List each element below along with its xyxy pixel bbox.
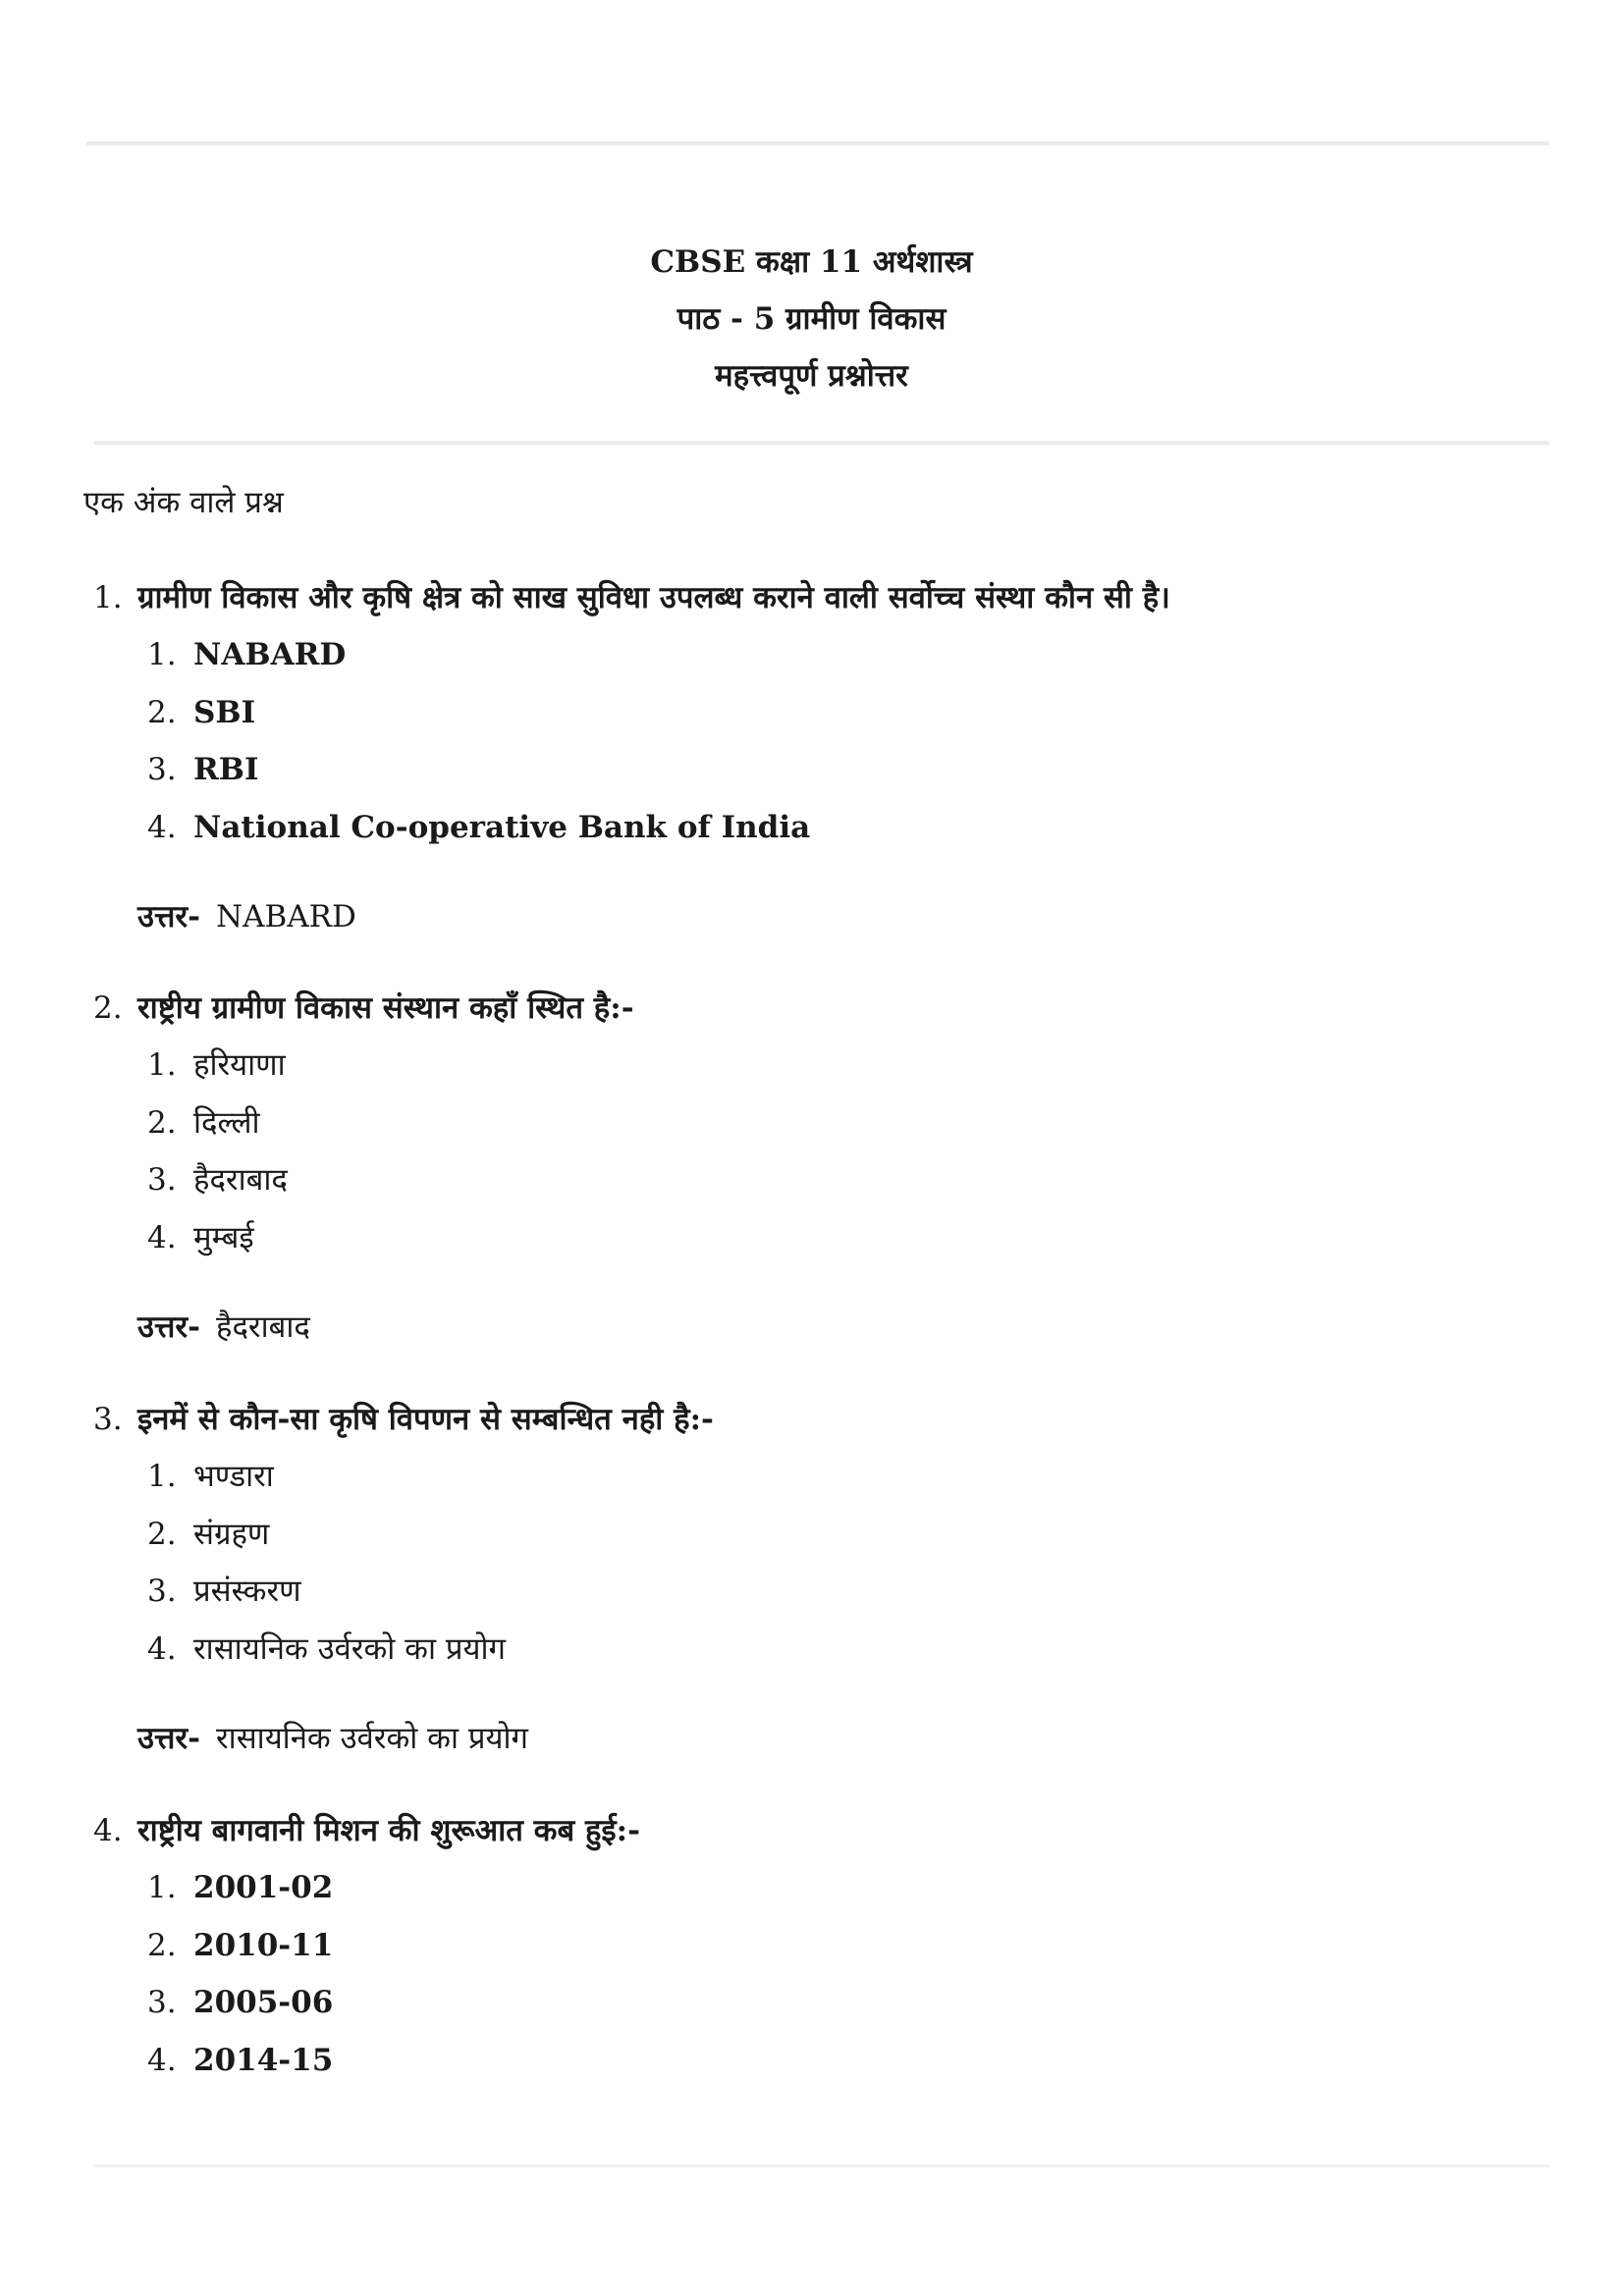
option-text: संग्रहण xyxy=(193,1516,270,1552)
option-number: 1. xyxy=(147,1047,177,1083)
option xyxy=(0,1151,1623,1209)
question-4 xyxy=(0,1802,1623,2089)
answer-label: उत्तर- xyxy=(137,1721,200,1756)
question-text: राष्ट्रीय बागवानी मिशन की शुरूआत कब हुई:- xyxy=(137,1813,640,1848)
bottom-divider xyxy=(94,2164,1549,2167)
question-number: 2. xyxy=(93,990,123,1026)
answer-value: रासायनिक उर्वरको का प्रयोग xyxy=(216,1721,528,1756)
option-text: मुम्बई xyxy=(193,1219,254,1255)
header-subtitle: महत्त्वपूर्ण प्रश्नोत्तर xyxy=(715,358,908,394)
option xyxy=(0,1859,1623,1917)
option xyxy=(0,741,1623,799)
document-header xyxy=(0,234,1623,404)
answer-label: उत्तर- xyxy=(137,899,200,934)
option xyxy=(0,799,1623,857)
answer-label: उत्तर- xyxy=(137,1309,200,1345)
option-number: 4. xyxy=(147,809,177,845)
option-text: दिल्ली xyxy=(193,1104,260,1141)
option xyxy=(0,1974,1623,2032)
option-number: 3. xyxy=(147,1162,177,1198)
header-chapter: पाठ - 5 ग्रामीण विकास xyxy=(676,301,947,337)
option-text: 2010-11 xyxy=(193,1927,334,1963)
answer-value: NABARD xyxy=(216,899,356,934)
question-number: 4. xyxy=(93,1813,123,1848)
option-text: हैदराबाद xyxy=(193,1162,288,1198)
question-line xyxy=(0,980,1623,1037)
question-text: इनमें से कौन-सा कृषि विपणन से सम्बन्धित नही है:- xyxy=(137,1402,714,1437)
top-divider xyxy=(86,141,1549,145)
option-number: 2. xyxy=(147,1104,177,1141)
question-number: 1. xyxy=(93,580,123,615)
option-text: National Co-operative Bank of India xyxy=(193,809,811,845)
question-line xyxy=(0,1391,1623,1448)
option xyxy=(0,1917,1623,1975)
option-text: 2014-15 xyxy=(193,2042,334,2078)
option-text: 2001-02 xyxy=(193,1870,334,1905)
answer-value: हैदराबाद xyxy=(216,1309,310,1345)
option xyxy=(0,1095,1623,1152)
option-text: भण्डारा xyxy=(193,1459,274,1494)
option-number: 4. xyxy=(147,1630,177,1667)
option-number: 3. xyxy=(147,1985,177,2020)
option-number: 2. xyxy=(147,1927,177,1963)
question-number: 3. xyxy=(93,1402,123,1437)
question-2 xyxy=(0,980,1623,1356)
answer xyxy=(0,888,1623,945)
option-number: 1. xyxy=(147,637,177,672)
option xyxy=(0,684,1623,742)
question-line xyxy=(0,569,1623,626)
header-divider xyxy=(94,441,1549,445)
header-title: CBSE कक्षा 11 अर्थशास्त्र xyxy=(650,244,973,280)
option-text: NABARD xyxy=(193,637,347,672)
option xyxy=(0,1621,1623,1679)
section-title: एक अंक वाले प्रश्न xyxy=(83,485,284,520)
answer xyxy=(0,1299,1623,1356)
option-number: 2. xyxy=(147,694,177,730)
option-number: 3. xyxy=(147,1574,177,1609)
question-3 xyxy=(0,1391,1623,1767)
question-1 xyxy=(0,569,1623,945)
option-text: प्रसंस्करण xyxy=(193,1574,301,1609)
option xyxy=(0,1563,1623,1621)
question-line xyxy=(0,1802,1623,1859)
option-text: SBI xyxy=(193,694,256,730)
option xyxy=(0,1209,1623,1267)
option-text: हरियाणा xyxy=(193,1047,286,1083)
option xyxy=(0,1037,1623,1095)
option xyxy=(0,2032,1623,2090)
option xyxy=(0,1448,1623,1506)
option-number: 1. xyxy=(147,1459,177,1494)
option-text: रासायनिक उर्वरको का प्रयोग xyxy=(193,1630,506,1667)
option-number: 2. xyxy=(147,1516,177,1552)
answer xyxy=(0,1710,1623,1767)
option xyxy=(0,626,1623,684)
question-text: राष्ट्रीय ग्रामीण विकास संस्थान कहाँ स्थित है:- xyxy=(137,990,634,1026)
option-number: 1. xyxy=(147,1870,177,1905)
option-number: 4. xyxy=(147,1219,177,1255)
question-text: ग्रामीण विकास और कृषि क्षेत्र को साख सुविधा उपलब्ध कराने वाली सर्वोच्च संस्था कौन सी है। xyxy=(137,580,1170,615)
option-text: 2005-06 xyxy=(193,1985,334,2020)
option-number: 3. xyxy=(147,752,177,787)
option-number: 4. xyxy=(147,2042,177,2078)
option-text: RBI xyxy=(193,752,259,787)
option xyxy=(0,1506,1623,1564)
